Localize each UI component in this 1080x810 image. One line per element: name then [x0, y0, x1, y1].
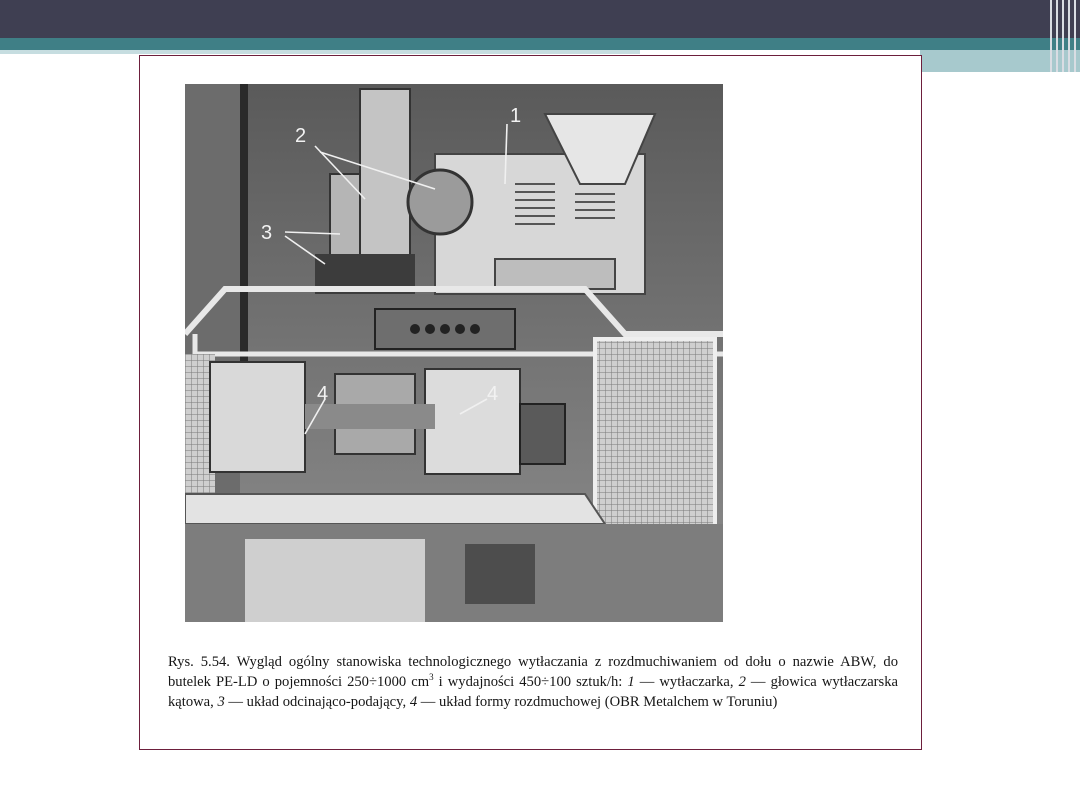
- slide-corner-lines: [1046, 0, 1080, 72]
- slide-header-bar: [0, 0, 1080, 38]
- slide-header-accent-light: [0, 50, 640, 54]
- callout-4b: 4: [487, 383, 499, 405]
- callout-2: 2: [295, 125, 307, 147]
- figure-frame: [139, 55, 922, 750]
- machine-photo-icon: [185, 84, 723, 622]
- figure-caption: Rys. 5.54. Wygląd ogólny stanowiska technologicznego wytłaczania z rozdmuchiwaniem od dołu o nazwie ABW, do butelek PE-LD o pojemności 250÷1000 $cm^3$ i wydajności 450÷100 sztuk/h: 1 — wytłaczarka, 2 — głowica wytłaczarska kątowa, 3 — układ odcinająco-podający, 4 — układ formy rozdmuchowej (OBR Metalchem w Toruniu): [168, 654, 898, 710]
- callout-3: 3: [261, 222, 273, 244]
- callout-1: 1: [510, 105, 522, 127]
- callout-4a: 4: [317, 383, 329, 405]
- machine-photo: [185, 84, 723, 622]
- slide-header-accent: [0, 38, 1080, 50]
